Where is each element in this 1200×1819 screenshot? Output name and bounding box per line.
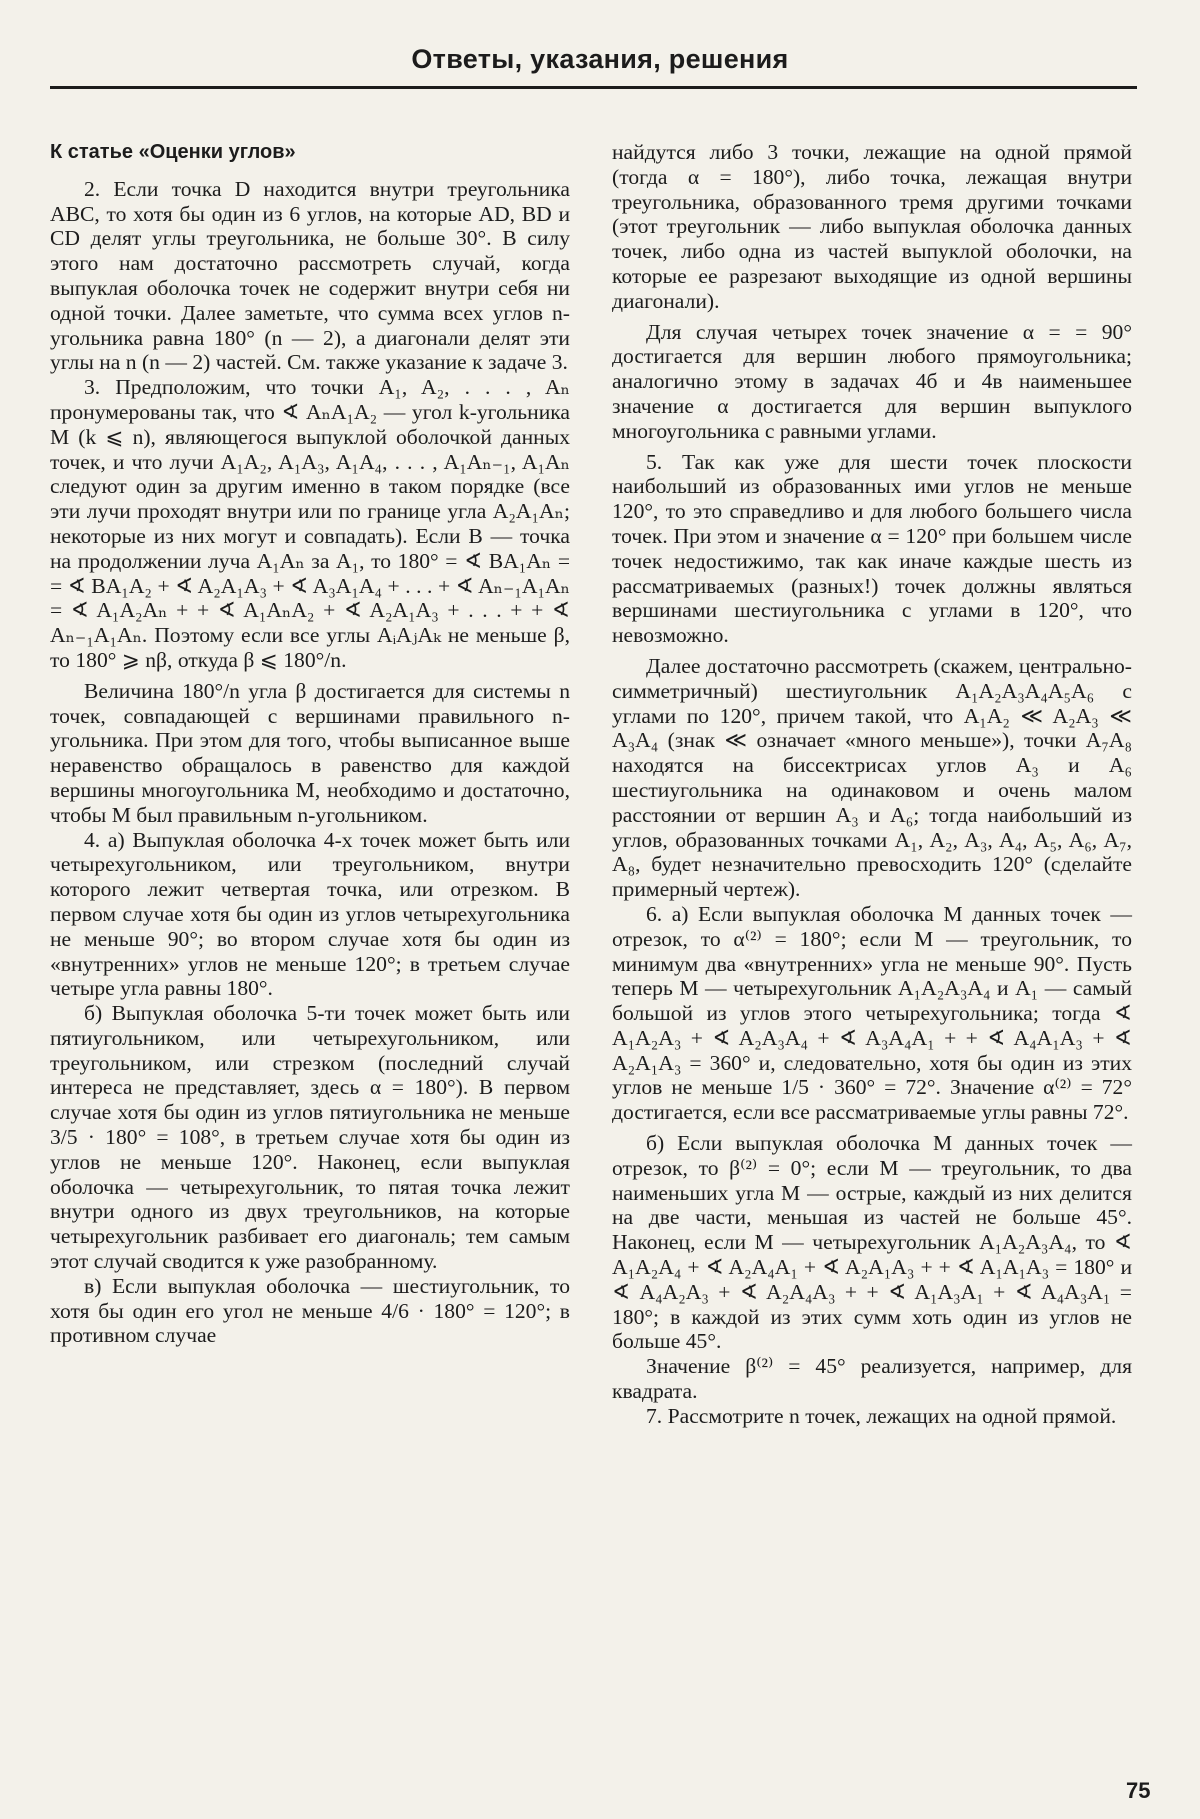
answer-4a-paragraph: 4. а) Выпуклая оболочка 4-х точек может быть или четырехугольником, или треугольником, внутри которого лежит четвертая точка, или отрезком. В первом случае хотя бы один из углов четырехугольника не меньше 90°; во втором случае хотя бы один из «внутренних» углов не меньше 120°; в третьем случае четыре угла равны 180°. [50, 827, 570, 1001]
answer-3-continuation-paragraph: Величина 180°/n угла β достигается для системы n точек, совпадающей с вершинами правильного n-угольника. При этом для того, чтобы выписанное выше неравенство обращалось в равенство для каждой вершины многоугольника M, необходимо и достаточно, чтобы M был правильным n-угольником. [50, 678, 570, 827]
answer-2-paragraph: 2. Если точка D находится внутри треугольника ABC, то хотя бы один из 6 углов, на которые AD, BD и CD делят углы треугольника, не больше 30°. В силу этого нам достаточно рассмотреть случай, когда выпуклая оболочка точек не содержит внутри себя ни одной точки. Далее заметьте, что сумма всех углов n-угольника равна 180° (n — 2), а диагонали делят эти углы на n (n — 2) частей. См. также указание к задаче 3. [50, 176, 570, 375]
right-column [612, 140, 1132, 1429]
answer-4c-paragraph: в) Если выпуклая оболочка — шестиугольник, то хотя бы один его угол не меньше 4/6 · 180° = 120°; в противном случае [50, 1273, 570, 1348]
answer-3-paragraph: 3. Предположим, что точки A₁, A₂, . . . , Aₙ пронумерованы так, что ∢ AₙA₁A₂ — угол k-угольника M (k ⩽ n), являющегося выпуклой оболочкой данных точек, и что лучи A₁A₂, A₁A₃, A₁A₄, . . . , A₁Aₙ₋₁, A₁Aₙ следуют один за другим именно в таком порядке (все эти лучи проходят внутри или по границе угла A₂A₁Aₙ; некоторые из них могут и совпадать). Если B — точка на продолжении луча A₁Aₙ за A₁, то 180° = ∢ BA₁Aₙ = = ∢ BA₁A₂ + ∢ A₂A₁A₃ + ∢ A₃A₁A₄ + . . . + ∢ Aₙ₋₁A₁Aₙ = ∢ A₁A₂Aₙ + + ∢ A₁AₙA₂ + ∢ A₂A₁A₃ + . . . + + ∢ Aₙ₋₁A₁Aₙ. Поэтому если все углы AᵢAⱼAₖ не меньше β, то 180° ⩾ nβ, откуда β ⩽ 180°/n. [50, 375, 570, 672]
answer-5-continuation-paragraph: Далее достаточно рассмотреть (скажем, центрально-симметричный) шестиугольник A₁A₂A₃A₄A₅A₆ с углами по 120°, причем такой, что A₁A₂ ≪ A₂A₃ ≪ A₃A₄ (знак ≪ означает «много меньше»), точки A₇A₈ находятся на биссектрисах углов A₃ и A₆ шестиугольника на одинаковом и очень малом расстоянии от вершин A₃ и A₆; тогда наибольший из углов, образованных точками A₁, A₂, A₃, A₄, A₅, A₆, A₇, A₈, будет незначительно превосходить 120° (сделайте примерный чертеж). [612, 653, 1132, 902]
page-header-title: Ответы, указания, решения [411, 44, 789, 74]
four-points-paragraph: Для случая четырех точек значение α = = 90° достигается для вершин любого прямоугольника; аналогично этому в задачах 4б и 4в наименьшее значение α достигается для вершин выпуклого многоугольника с равными углами. [612, 319, 1132, 443]
answer-7-paragraph: 7. Рассмотрите n точек, лежащих на одной прямой. [646, 1403, 1117, 1428]
header-rule [50, 86, 1137, 89]
answer-6b-continuation-paragraph: Значение β⁽²⁾ = 45° реализуется, например, для квадрата. [612, 1354, 1132, 1404]
answer-5-paragraph: 5. Так как уже для шести точек плоскости наибольший из образованных ими углов не меньше 120°, то это справедливо и для любого большего числа точек. При этом и значение α = 120° при большем числе точек недостижимо, так как иначе каждые шесть из рассматриваемых (разных!) точек должны являться вершинами шестиугольника с углами в 120°, что невозможно. [612, 449, 1132, 648]
page-number: 75 [1126, 1778, 1151, 1803]
answer-4c-continuation-paragraph: найдутся либо 3 точки, лежащие на одной прямой (тогда α = 180°), либо точка, лежащая внутри треугольника, образованного тремя другими точками (этот треугольник — либо выпуклая оболочка данных точек, либо одна из частей выпуклой оболочки, на которые ее разрезают выходящие из одной вершины диагонали). [612, 140, 1132, 313]
answer-6a-paragraph: 6. а) Если выпуклая оболочка M данных точек — отрезок, то α⁽²⁾ = 180°; если M — треугольник, то минимум два «внутренних» угла не меньше 90°. Пусть теперь M — четырехугольник A₁A₂A₃A₄ и A₁ — самый большой из углов этого четырехугольника; тогда ∢ A₁A₂A₃ + ∢ A₂A₃A₄ + ∢ A₃A₄A₁ + + ∢ A₄A₁A₃ + ∢ A₂A₁A₃ = 360° и, следовательно, хотя бы один из этих углов не меньше 1/5 · 360° = 72°. Значение α⁽²⁾ = 72° достигается, если все рассматриваемые углы равны 72°. [612, 901, 1132, 1125]
left-column [50, 140, 570, 1348]
answer-6b-paragraph: б) Если выпуклая оболочка M данных точек — отрезок, то β⁽²⁾ = 0°; если M — треугольник, то два наименьших угла M — острые, каждый из них делится на две части, меньшая из частей не больше 45°. Наконец, если M — четырехугольник A₁A₂A₃A₄, то ∢ A₁A₂A₄ + ∢ A₂A₄A₁ + ∢ A₂A₁A₃ + + ∢ A₁A₁A₃ = 180° и ∢ A₄A₂A₃ + ∢ A₂A₄A₃ + + ∢ A₁A₃A₁ + ∢ A₄A₃A₁ = 180°; в каждой из этих сумм хоть один из углов не больше 45°. [612, 1131, 1132, 1354]
answer-4b-paragraph: б) Выпуклая оболочка 5-ти точек может быть или пятиугольником, или четырехугольником, или треугольником, или стрезком (последний случай интереса не представляет, здесь α = 180°). В первом случае хотя бы один из углов пятиугольника не меньше 3/5 · 180° = 108°, в третьем случае хотя бы один из углов не меньше 120°. Наконец, если выпуклая оболочка — четырехугольник, то пятая точка лежит внутри одного из двух треугольников, на которые четырехугольник разбивает его диагональ; тем самым этот случай сводится к уже разобранному. [50, 1001, 570, 1274]
section-title: К статье «Оценки углов» [50, 141, 296, 163]
